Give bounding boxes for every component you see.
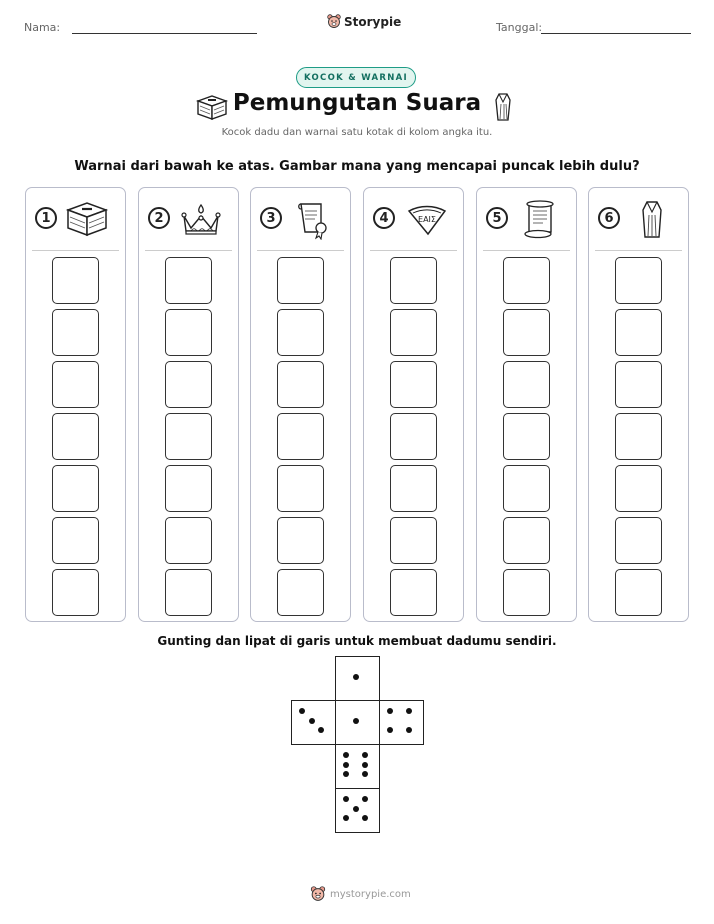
dice-pip <box>343 752 349 758</box>
dice-face <box>335 700 380 745</box>
column-number: 1 <box>35 207 57 229</box>
color-cell[interactable] <box>615 413 662 460</box>
color-cell[interactable] <box>390 413 437 460</box>
color-cell[interactable] <box>52 257 99 304</box>
column-1 <box>25 187 126 622</box>
dice-pip <box>406 727 412 733</box>
color-cell[interactable] <box>615 569 662 616</box>
dice-pip <box>343 771 349 777</box>
color-cell[interactable] <box>277 413 324 460</box>
color-cell[interactable] <box>165 465 212 512</box>
dice-pip <box>353 674 359 680</box>
column-number: 3 <box>260 207 282 229</box>
color-cell[interactable] <box>165 569 212 616</box>
color-cell[interactable] <box>615 465 662 512</box>
color-cell[interactable] <box>52 309 99 356</box>
column-number: 4 <box>373 207 395 229</box>
bear-icon <box>327 14 341 30</box>
color-cell[interactable] <box>165 361 212 408</box>
dice-pip <box>309 718 315 724</box>
dice-pip <box>343 762 349 768</box>
column-6 <box>588 187 689 622</box>
footer <box>310 886 411 903</box>
dice-pip <box>343 796 349 802</box>
dice-pip <box>353 806 359 812</box>
dice-face <box>335 788 380 833</box>
color-cell[interactable] <box>277 309 324 356</box>
color-cell[interactable] <box>503 309 550 356</box>
color-cell[interactable] <box>390 309 437 356</box>
color-cell[interactable] <box>52 413 99 460</box>
category-badge: KOCOK & WARNAI <box>296 67 416 88</box>
color-cell[interactable] <box>503 465 550 512</box>
color-cell[interactable] <box>390 465 437 512</box>
column-3 <box>250 187 351 622</box>
eais-sign-icon <box>406 203 448 241</box>
color-cell[interactable] <box>52 517 99 564</box>
color-cell[interactable] <box>503 361 550 408</box>
dice-pip <box>362 752 368 758</box>
svg-text:EAIΣ: EAIΣ <box>418 215 436 224</box>
color-cell[interactable] <box>165 309 212 356</box>
color-cell[interactable] <box>52 569 99 616</box>
dice-pip <box>362 796 368 802</box>
toga-icon <box>639 199 665 245</box>
name-label: Nama: <box>24 21 61 34</box>
column-number: 6 <box>598 207 620 229</box>
dice-pip <box>343 815 349 821</box>
column-number: 2 <box>148 207 170 229</box>
bear-icon <box>310 886 326 903</box>
column-2 <box>138 187 239 622</box>
dice-face <box>291 700 336 745</box>
cut-instruction: Gunting dan lipat di garis untuk membuat dadumu sendiri. <box>157 634 557 648</box>
color-cell[interactable] <box>615 361 662 408</box>
dice-pip <box>353 718 359 724</box>
color-cell[interactable] <box>165 257 212 304</box>
color-cell[interactable] <box>503 517 550 564</box>
color-cell[interactable] <box>52 465 99 512</box>
dice-face <box>335 656 380 701</box>
color-cell[interactable] <box>390 361 437 408</box>
date-label: Tanggal: <box>496 21 543 34</box>
color-cell[interactable] <box>165 517 212 564</box>
color-cell[interactable] <box>503 257 550 304</box>
brand-name: Storypie <box>344 15 402 29</box>
color-cell[interactable] <box>277 517 324 564</box>
column-4 <box>363 187 464 622</box>
date-line[interactable] <box>541 33 691 34</box>
scroll-ribbon-icon <box>295 200 333 244</box>
dice-pip <box>406 708 412 714</box>
footer-url: mystorypie.com <box>330 889 411 900</box>
color-cell[interactable] <box>503 413 550 460</box>
dice-pip <box>362 815 368 821</box>
dice-pip <box>362 762 368 768</box>
brand-logo <box>327 14 401 30</box>
color-cell[interactable] <box>615 309 662 356</box>
name-line[interactable] <box>72 33 257 34</box>
color-cell[interactable] <box>277 569 324 616</box>
color-cell[interactable] <box>277 361 324 408</box>
dice-face <box>379 700 424 745</box>
toga-icon <box>492 92 514 126</box>
color-cell[interactable] <box>615 257 662 304</box>
dice-pip <box>299 708 305 714</box>
color-cell[interactable] <box>390 517 437 564</box>
color-cell[interactable] <box>277 465 324 512</box>
color-cell[interactable] <box>390 257 437 304</box>
dice-pip <box>387 727 393 733</box>
instruction-text: Warnai dari bawah ke atas. Gambar mana yang mencapai puncak lebih dulu? <box>74 159 640 174</box>
color-cell[interactable] <box>277 257 324 304</box>
page-subtitle: Kocok dadu dan warnai satu kotak di kolom angka itu. <box>221 127 493 138</box>
dice-pip <box>362 771 368 777</box>
color-cell[interactable] <box>503 569 550 616</box>
ballot-box-icon <box>64 198 110 242</box>
column-5 <box>476 187 577 622</box>
crown-icon <box>181 202 221 240</box>
dice-face <box>335 744 380 789</box>
color-cell[interactable] <box>390 569 437 616</box>
color-cell[interactable] <box>165 413 212 460</box>
dice-pip <box>318 727 324 733</box>
color-cell[interactable] <box>615 517 662 564</box>
color-cell[interactable] <box>52 361 99 408</box>
dice-pip <box>387 708 393 714</box>
column-number: 5 <box>486 207 508 229</box>
page-title: Pemungutan Suara <box>232 90 482 116</box>
scroll-icon <box>521 199 557 245</box>
